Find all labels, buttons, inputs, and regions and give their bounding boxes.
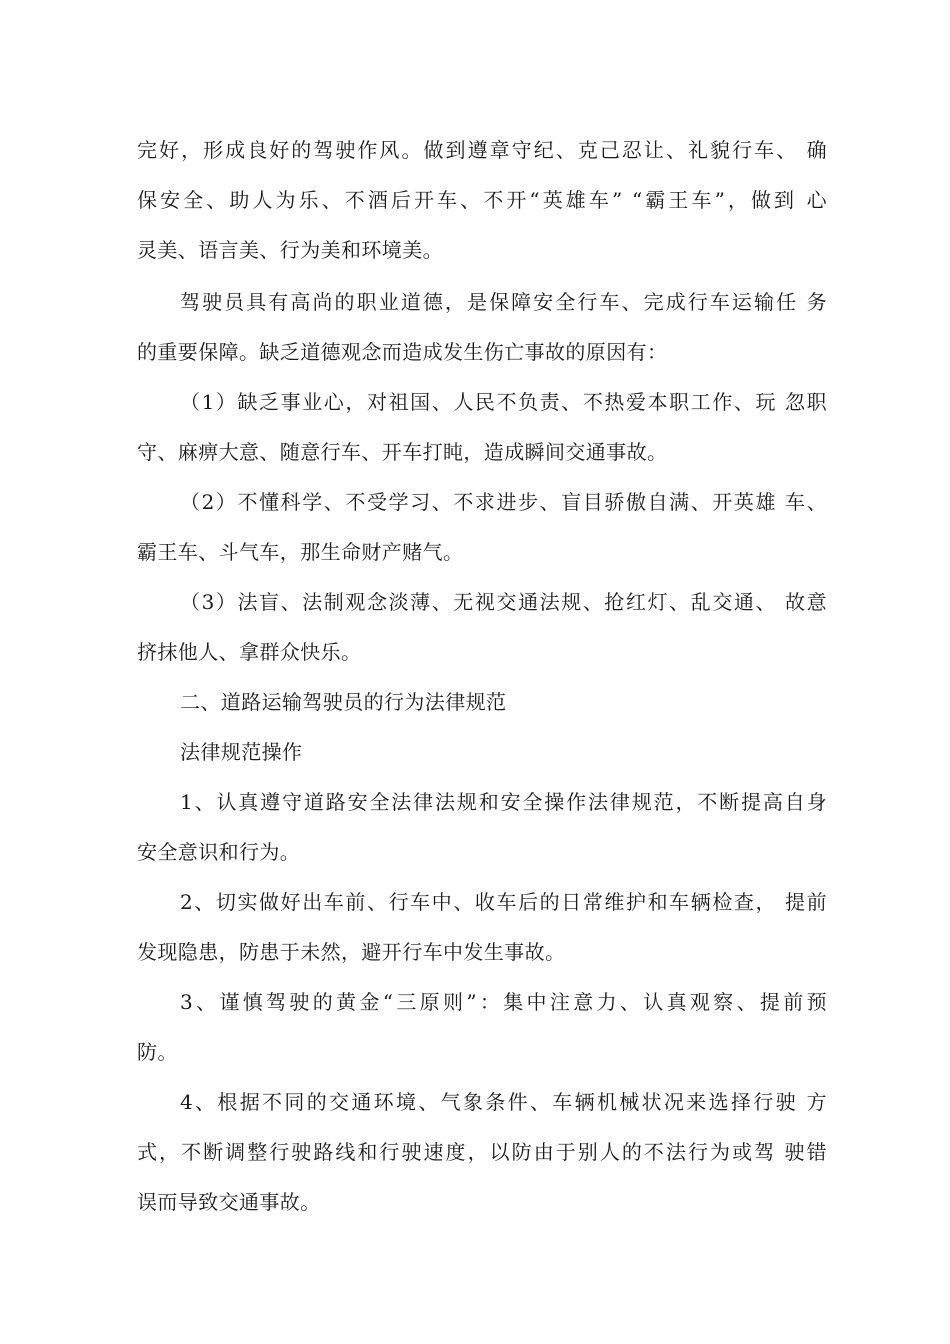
text-line: 挤抹他人、拿群众快乐。 (137, 640, 362, 664)
text-line: 霸王车、斗气车，那生命财产赌气。 (137, 540, 464, 564)
text-line: 误而导致交通事故。 (137, 1190, 321, 1214)
text-line: 1、认真遵守道路安全法律法规和安全操作法律规范，不断提高自身 (180, 790, 827, 814)
text-line: （1）缺乏事业心，对祖国、人民不负责、不热爱本职工作、玩 忽职 (180, 390, 827, 414)
text-line: 式，不断调整行驶路线和行驶速度，以防由于别人的不法行为或驾 驶错 (137, 1140, 827, 1164)
text-line: 防。 (137, 1040, 178, 1064)
text-line: 3、谨慎驾驶的黄金“三原则”：集中注意力、认真观察、提前预 (180, 990, 827, 1014)
section-heading: 二、道路运输驾驶员的行为法律规范 (180, 690, 507, 714)
text-line: 的重要保障。缺乏道德观念而造成发生伤亡事故的原因有： (137, 340, 668, 364)
text-line: 驾驶员具有高尚的职业道德，是保障安全行车、完成行车运输任 务 (180, 290, 827, 314)
text-line: （3）法盲、法制观念淡薄、无视交通法规、抢红灯、乱交通、 故意 (180, 590, 827, 614)
text-line: 灵美、语言美、行为美和环境美。 (137, 238, 443, 262)
text-line: 4、根据不同的交通环境、气象条件、车辆机械状况来选择行驶 方 (180, 1090, 827, 1114)
text-line: 发现隐患，防患于未然，避开行车中发生事故。 (137, 940, 566, 964)
text-line: 安全意识和行为。 (137, 840, 301, 864)
text-line: 完好，形成良好的驾驶作风。做到遵章守纪、克己忍让、礼貌行车、 确 (137, 138, 827, 162)
text-line: 保安全、助人为乐、不酒后开车、不开“英雄车” “霸王车”，做到 心 (137, 188, 827, 212)
text-line: （2）不懂科学、不受学习、不求进步、盲目骄傲自满、开英雄 车、 (180, 490, 827, 514)
text-line: 2、切实做好出车前、行车中、收车后的日常维护和车辆检查， 提前 (180, 890, 827, 914)
subheading: 法律规范操作 (180, 740, 303, 764)
text-line: 守、麻痹大意、随意行车、开车打盹，造成瞬间交通事故。 (137, 440, 668, 464)
